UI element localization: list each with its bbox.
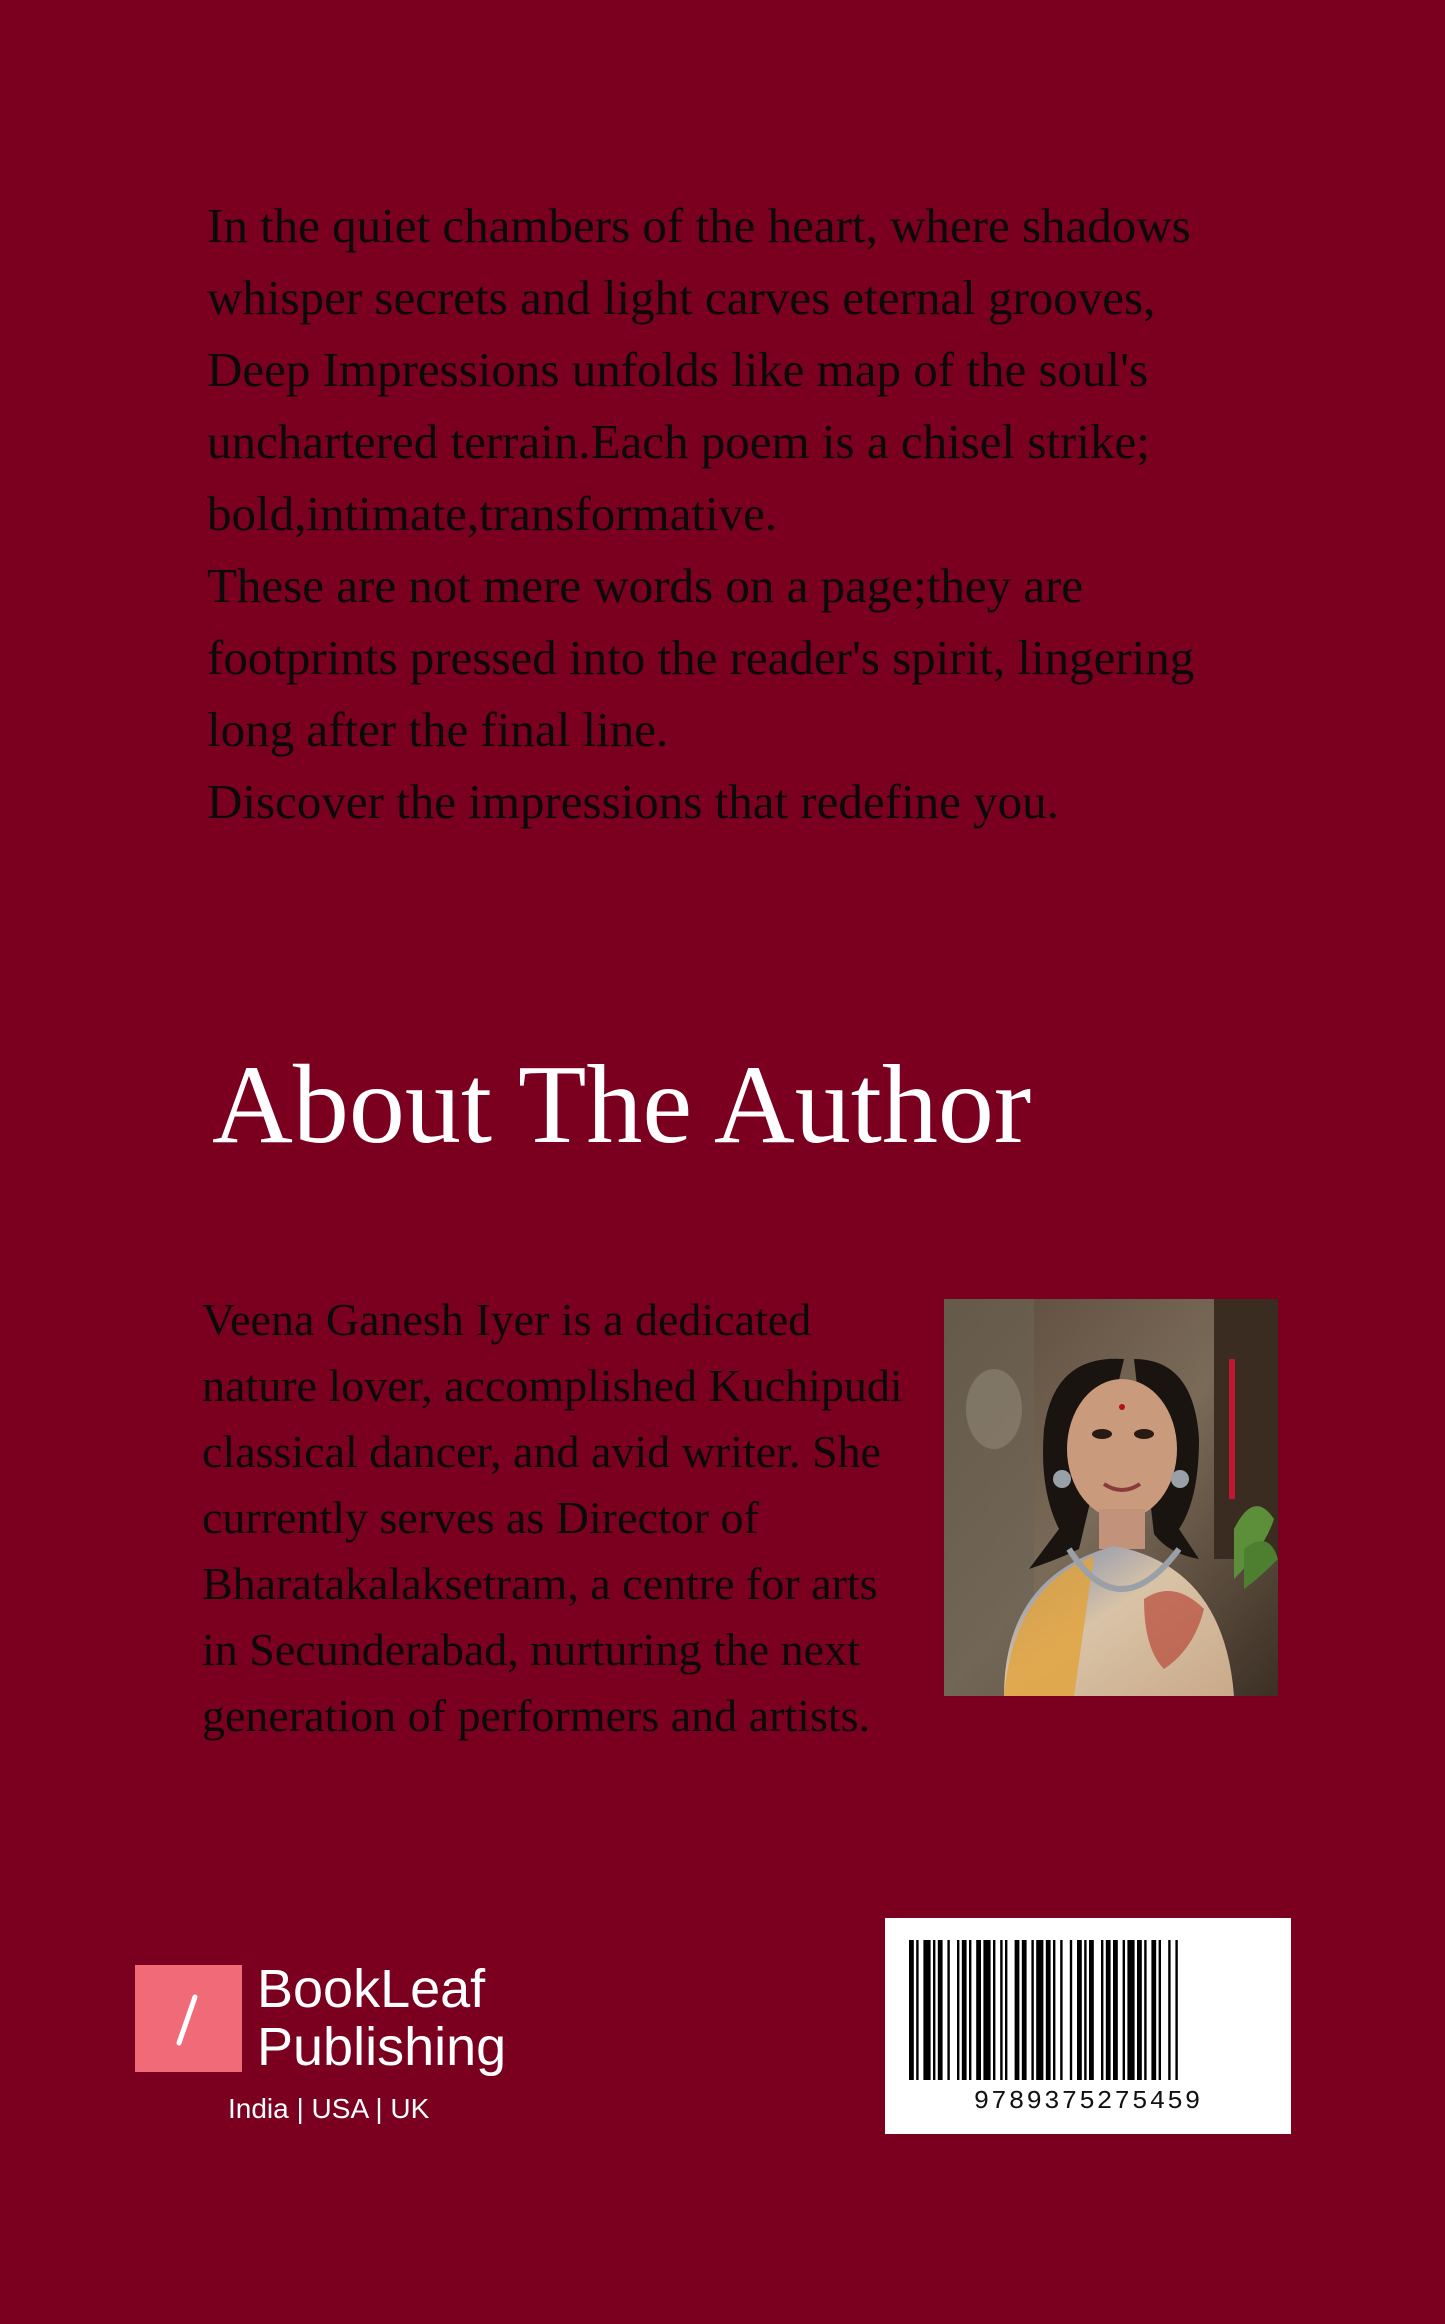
- slash-icon: [135, 1965, 242, 2072]
- author-photo: [944, 1299, 1278, 1696]
- blurb-paragraph: These are not mere words on a page;they are footprints pressed into the reader's spirit, lingering long after the final line.: [207, 558, 1195, 757]
- publisher-name: [257, 1960, 506, 2076]
- publisher-name-line1: BookLeaf: [257, 1959, 486, 2019]
- bookleaf-logo-mark: [135, 1965, 242, 2072]
- isbn-number: 9789375275459: [973, 2086, 1203, 2116]
- blurb-paragraph: In the quiet chambers of the heart, where shadows whisper secrets and light carves eternal grooves, Deep Impressions unfolds like map of the soul's unchartered terrain.Each poem is a chisel strike; bold,intimate,transformative.: [207, 198, 1191, 541]
- publisher-regions: India | USA | UK: [228, 2093, 430, 2124]
- back-cover-blurb: [207, 190, 1207, 838]
- publisher-logo: [135, 1960, 555, 2140]
- about-author-heading: About The Author: [212, 1043, 1032, 1167]
- isbn-barcode: [885, 1918, 1291, 2134]
- blurb-paragraph: Discover the impressions that redefine you.: [207, 774, 1059, 829]
- author-bio: [202, 1287, 922, 1749]
- author-bio-text: Veena Ganesh Iyer is a dedicated nature lover, accomplished Kuchipudi classical dancer, and avid writer. She currently serves as Director of Bharatakalaksetram, a centre for arts in Secunderabad, nurturing the next generation of performers and artists.: [202, 1294, 903, 1741]
- barcode-icon: [907, 1940, 1269, 2080]
- publisher-name-line2: Publishing: [257, 2017, 507, 2077]
